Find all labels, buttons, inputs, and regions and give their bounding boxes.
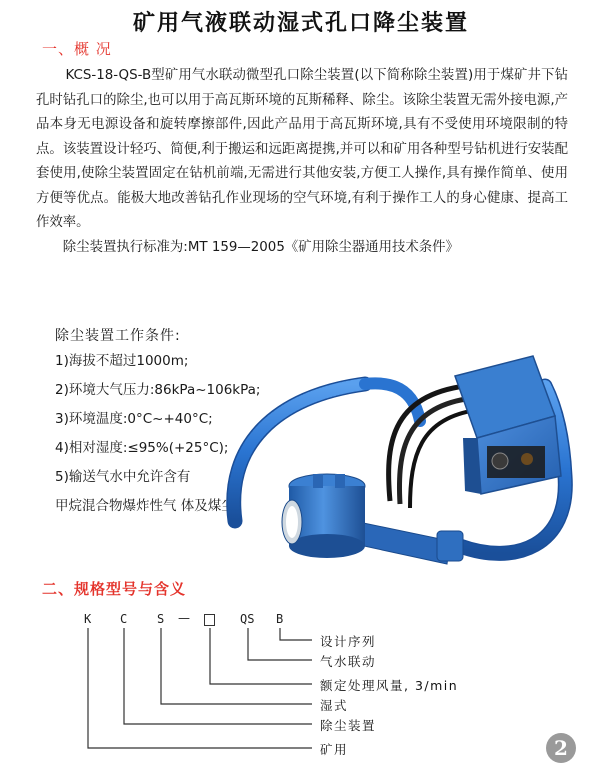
- legend-mining-use: 矿用: [320, 742, 349, 757]
- condition-number: 4): [55, 440, 69, 456]
- cylinder-clamp: [282, 474, 365, 558]
- condition-number: 2): [55, 382, 69, 398]
- code-letter-s: S: [157, 612, 165, 626]
- conditions-title: 除尘装置工作条件:: [55, 328, 181, 344]
- code-letter-c: C: [120, 612, 128, 626]
- condition-continuation: 体及煤尘。: [180, 498, 249, 514]
- condition-number: 3): [55, 411, 69, 427]
- condition-continuation: 甲烷混合物爆炸性气: [55, 498, 177, 514]
- condition-number: 1): [55, 353, 69, 369]
- model-code-diagram: [60, 608, 520, 758]
- page-title: 矿用气液联动湿式孔口降尘装置: [132, 11, 469, 36]
- intro-text: [36, 64, 568, 260]
- intro-paragraph: KCS-18-QS-B型矿用气水联动微型孔口除尘装置(以下简称除尘装置)用于煤矿井下钻孔时钻孔口的除尘,也可以用于高瓦斯环境的瓦斯稀释、除尘。该除尘装置无需外接电源,产品本身无电源设备和旋转摩擦部件,因此产品用于高瓦斯环境,具有不受使用环境限制的特点。该装置设计轻巧、简便,利于搬运和远距离提携,并可以和矿用各种型号钻机进行安装配套使用,使除尘装置固定在钻机前端,无需进行其他安装,方便工人操作,具有操作简单、使用方便等优点。能极大地改善钻孔作业现场的空气环境,有利于操作工人的身心健康、提高工作效率。: [36, 68, 568, 230]
- condition-number: 5): [55, 469, 69, 485]
- condition-text: 环境大气压力:86kPa~106kPa;: [68, 382, 261, 398]
- condition-text: 海拔不超过1000m;: [68, 353, 189, 369]
- control-box: [455, 356, 561, 494]
- legend-dust-device: 除尘装置: [320, 718, 377, 733]
- condition-text: 环境温度:0°C~+40°C;: [68, 411, 213, 427]
- code-placeholder-box: [204, 614, 215, 626]
- page-number-badge: 2: [546, 733, 576, 763]
- legend-gas-water-linkage: 气水联动: [320, 654, 377, 669]
- condition-text: 相对湿度:≤95%(+25°C);: [68, 440, 229, 456]
- legend-wet-type: 湿式: [320, 698, 349, 713]
- legend-rated-air-volume: 额定处理风量, 3/min: [320, 678, 459, 693]
- code-letter-k: K: [84, 612, 92, 626]
- section-heading-overview: 一、概 况: [42, 40, 112, 58]
- code-letter-b: B: [276, 612, 284, 626]
- legend-design-series: 设计序列: [320, 634, 377, 649]
- code-letter-qs: QS: [240, 612, 255, 626]
- section-heading-specification: 二、规格型号与含义: [42, 580, 187, 598]
- standard-paragraph: 除尘装置执行标准为:MT 159—2005《矿用除尘器通用技术条件》: [62, 239, 459, 255]
- code-dash: —: [178, 611, 190, 625]
- condition-text: 输送气水中允许含有: [68, 469, 191, 485]
- dust-removal-device-photo: [215, 326, 585, 586]
